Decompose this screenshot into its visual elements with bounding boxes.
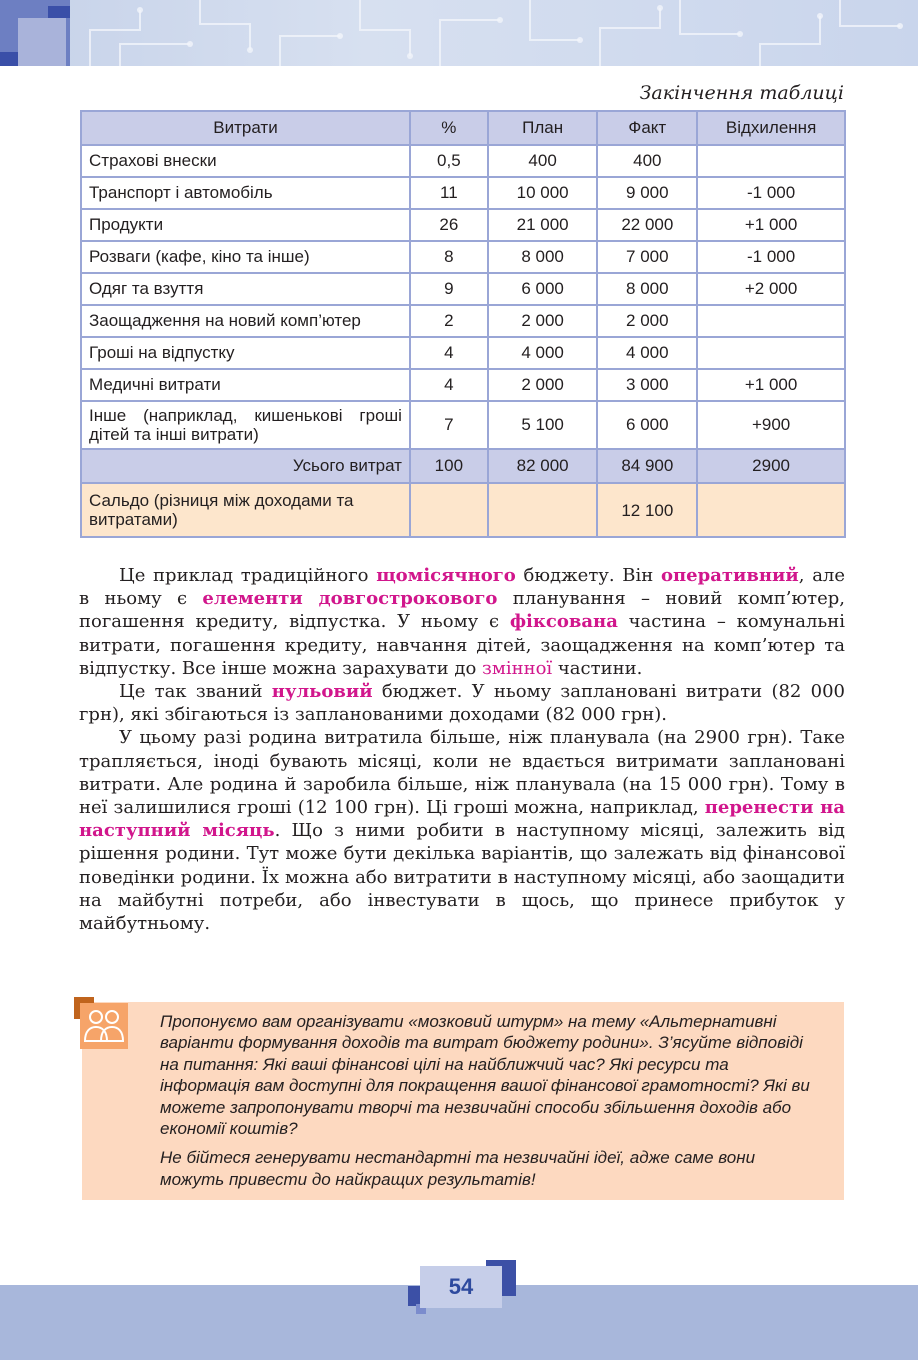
percent-cell: 9	[410, 273, 488, 305]
plan-cell: 2 000	[488, 369, 598, 401]
fact-cell: 6 000	[597, 401, 697, 449]
total-fact: 84 900	[597, 449, 697, 483]
empty-cell	[697, 483, 845, 537]
fact-cell: 2 000	[597, 305, 697, 337]
people-group-icon	[74, 997, 134, 1053]
table-row	[81, 273, 845, 305]
plan-cell: 2 000	[488, 305, 598, 337]
expense-item: Продукти	[81, 209, 410, 241]
plan-cell: 8 000	[488, 241, 598, 273]
empty-cell	[488, 483, 598, 537]
table-row	[81, 337, 845, 369]
table-row	[81, 145, 845, 177]
expense-item: Інше (наприклад, кишенькові гроші дітей та інші витрати)	[81, 401, 410, 449]
highlighted-term: нульовий	[271, 681, 373, 703]
saldo-label: Сальдо (різниця між доходами та витратами)	[81, 483, 410, 537]
fact-cell: 22 000	[597, 209, 697, 241]
expense-item: Заощадження на новий комп’ютер	[81, 305, 410, 337]
banner-decor-block	[0, 52, 18, 66]
total-deviation: 2900	[697, 449, 845, 483]
percent-cell: 8	[410, 241, 488, 273]
body-text	[79, 564, 845, 935]
circuit-pattern	[80, 0, 918, 66]
plan-cell: 21 000	[488, 209, 598, 241]
table-header-row	[81, 111, 845, 145]
percent-cell: 4	[410, 337, 488, 369]
total-plan: 82 000	[488, 449, 598, 483]
text-span: Це так званий	[119, 681, 272, 703]
banner-decor-block	[48, 6, 70, 18]
note-text	[160, 1011, 810, 1190]
plan-cell: 4 000	[488, 337, 598, 369]
column-header: Факт	[597, 111, 697, 145]
column-header: Витрати	[81, 111, 410, 145]
column-header: План	[488, 111, 598, 145]
plan-cell: 6 000	[488, 273, 598, 305]
fact-cell: 8 000	[597, 273, 697, 305]
highlighted-term: фіксована	[509, 611, 618, 633]
note-paragraph: Пропонуємо вам організувати «мозковий штурм» на тему «Альтернативні варіанти формування доходів та витрат бюджету родини». З’ясуйте відповіді на питання: Які ваші фінансові цілі на найближчий час? Які ресурси та інформація вам доступні для покращення вашої фінансової грамотності? Які ви можете запропонувати творчі та незвичайні способи збільшення доходів або економії коштів?	[160, 1012, 810, 1139]
percent-cell: 11	[410, 177, 488, 209]
deviation-cell: +2 000	[697, 273, 845, 305]
paragraph	[79, 726, 845, 935]
text-span: У цьому разі родина витратила більше, ніж планувала (на 2900 грн). Таке трапляється, іноді бувають місяці, коли не вдається витримати заплановані витрати. Але родина й заробила більше, ніж планувала (на 15 000 грн). Тому в неї залишилися гроші (12 100 грн). Ці гроші можна, наприклад,	[79, 727, 845, 819]
percent-cell: 26	[410, 209, 488, 241]
top-banner	[0, 0, 918, 66]
banner-decor-block	[18, 18, 66, 66]
highlighted-term: змінної	[482, 657, 553, 679]
deviation-cell	[697, 145, 845, 177]
total-percent: 100	[410, 449, 488, 483]
plan-cell: 5 100	[488, 401, 598, 449]
expense-item: Медичні витрати	[81, 369, 410, 401]
column-header: Відхилення	[697, 111, 845, 145]
plan-cell: 400	[488, 145, 598, 177]
deviation-cell: +1 000	[697, 209, 845, 241]
text-span: , але в ньому є	[79, 565, 846, 610]
fact-cell: 7 000	[597, 241, 697, 273]
highlighted-term: оперативний	[660, 565, 799, 586]
page-number: 54	[448, 1274, 474, 1299]
table-row	[81, 369, 845, 401]
text-span: бюджет. У ньому заплановані витрати (82 000 грн), які збігаються із запланованими доходами (82 000 грн).	[79, 681, 845, 726]
deviation-cell	[697, 337, 845, 369]
budget-table	[80, 110, 846, 538]
percent-cell: 7	[410, 401, 488, 449]
text-span: . Що з ними робити в наступному місяці, залежить від рішення родини. Тут може бути декілька варіантів, що залежать від фінансової поведінки родини. Їх можна або витратити в наступному місяці, або заощадити на майбутні потреби, або інвестувати в щось, що принесе прибуток у майбутньому.	[79, 820, 845, 935]
fact-cell: 400	[597, 145, 697, 177]
expense-item: Транспорт і автомобіль	[81, 177, 410, 209]
table-row	[81, 241, 845, 273]
text-span: бюджету. Він	[515, 565, 661, 586]
deviation-cell	[697, 305, 845, 337]
fact-cell: 3 000	[597, 369, 697, 401]
percent-cell: 0,5	[410, 145, 488, 177]
empty-cell	[410, 483, 488, 537]
highlighted-term: перенести на наступний місяць	[79, 797, 845, 842]
column-header: %	[410, 111, 488, 145]
table-row	[81, 305, 845, 337]
percent-cell: 2	[410, 305, 488, 337]
table-row	[81, 401, 845, 449]
plan-cell: 10 000	[488, 177, 598, 209]
expense-item: Страхові внески	[81, 145, 410, 177]
brainstorm-note	[82, 1002, 844, 1200]
fact-cell: 9 000	[597, 177, 697, 209]
fact-cell: 4 000	[597, 337, 697, 369]
highlighted-term: щомісячного	[376, 565, 516, 586]
saldo-fact: 12 100	[597, 483, 697, 537]
percent-cell: 4	[410, 369, 488, 401]
deviation-cell: +900	[697, 401, 845, 449]
table-row	[81, 209, 845, 241]
expense-item: Гроші на відпустку	[81, 337, 410, 369]
deviation-cell: -1 000	[697, 241, 845, 273]
text-span: планування – новий комп’ютер, погашення кредиту, відпустка. У ньому є	[79, 588, 845, 633]
table-row	[81, 177, 845, 209]
deviation-cell: +1 000	[697, 369, 845, 401]
note-paragraph: Не бійтеся генерувати нестандартні та незвичайні ідеї, адже саме вони можуть привести до найкращих результатів!	[160, 1148, 756, 1189]
saldo-row	[81, 483, 845, 537]
highlighted-term: елементи довгострокового	[202, 588, 498, 610]
text-span: частина – комунальні витрати, погашення кредиту, навчання дітей, заощадження на комп’ютер та відпустку. Все інше можна зарахувати до	[79, 611, 845, 679]
paragraph	[79, 564, 845, 680]
expense-item: Одяг та взуття	[81, 273, 410, 305]
expense-item: Розваги (кафе, кіно та інше)	[81, 241, 410, 273]
total-row	[81, 449, 845, 483]
total-label: Усього витрат	[81, 449, 410, 483]
table-caption: Закінчення таблиці	[639, 82, 844, 104]
text-span: Це приклад традиційного	[119, 565, 377, 586]
text-span: частини.	[552, 657, 643, 679]
deviation-cell: -1 000	[697, 177, 845, 209]
paragraph	[79, 680, 845, 726]
